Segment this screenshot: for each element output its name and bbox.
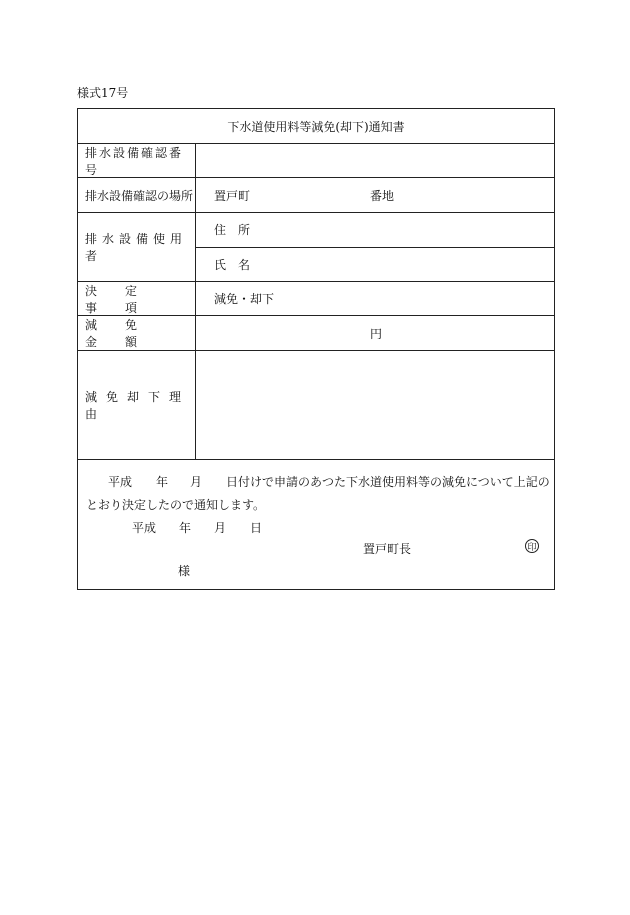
amount-field[interactable] (196, 316, 554, 350)
user-fields (196, 213, 554, 281)
user-address-field[interactable] (196, 213, 554, 248)
confirmation-number-field[interactable] (196, 144, 554, 177)
decision-row (78, 282, 554, 316)
issuer-title: 置戸町長 (363, 542, 412, 556)
form-title: 下水道使用料等減免(却下)通知書 (78, 109, 554, 144)
amount-unit: 円 (370, 326, 383, 341)
address-label: 住 所 (214, 223, 251, 238)
reason-label: 減免却下理由 (78, 351, 196, 459)
seal-mark: 印 (525, 539, 539, 553)
form-number: 様式17号 (77, 86, 129, 100)
recipient-suffix: 様 (178, 564, 191, 578)
user-row (78, 213, 554, 282)
decision-label: 決定事項 (78, 282, 196, 315)
user-name-field[interactable] (196, 248, 554, 282)
date-era: 平成 (132, 521, 157, 535)
decision-field[interactable] (196, 282, 554, 315)
name-label: 氏 名 (214, 257, 251, 272)
date-year: 年 (179, 521, 192, 535)
amount-row (78, 316, 554, 351)
location-label: 排水設備確認の場所 (78, 178, 196, 212)
location-lot-label: 番地 (370, 188, 395, 203)
notice-era: 平成 (108, 475, 133, 489)
notice-line2-text: とおり決定したので通知します。 (86, 498, 266, 512)
reason-field[interactable] (196, 351, 554, 459)
notice-section (78, 460, 554, 592)
date-day: 日 (250, 521, 263, 535)
notice-line1-text: 日付けで申請のあつた下水道使用料等の減免について上記の (226, 475, 550, 489)
date-month: 月 (214, 521, 227, 535)
notice-year: 年 (156, 475, 169, 489)
reason-row (78, 351, 554, 460)
location-row (78, 178, 554, 213)
confirmation-number-row (78, 144, 554, 178)
location-field[interactable] (196, 178, 554, 212)
notice-month: 月 (190, 475, 203, 489)
decision-value: 減免・却下 (214, 292, 275, 306)
notice-form (77, 108, 555, 590)
amount-label: 減免金額 (78, 316, 196, 350)
user-label: 排水設備使用者 (78, 213, 196, 281)
location-town: 置戸町 (214, 188, 251, 203)
confirmation-number-label: 排水設備確認番号 (78, 144, 196, 177)
